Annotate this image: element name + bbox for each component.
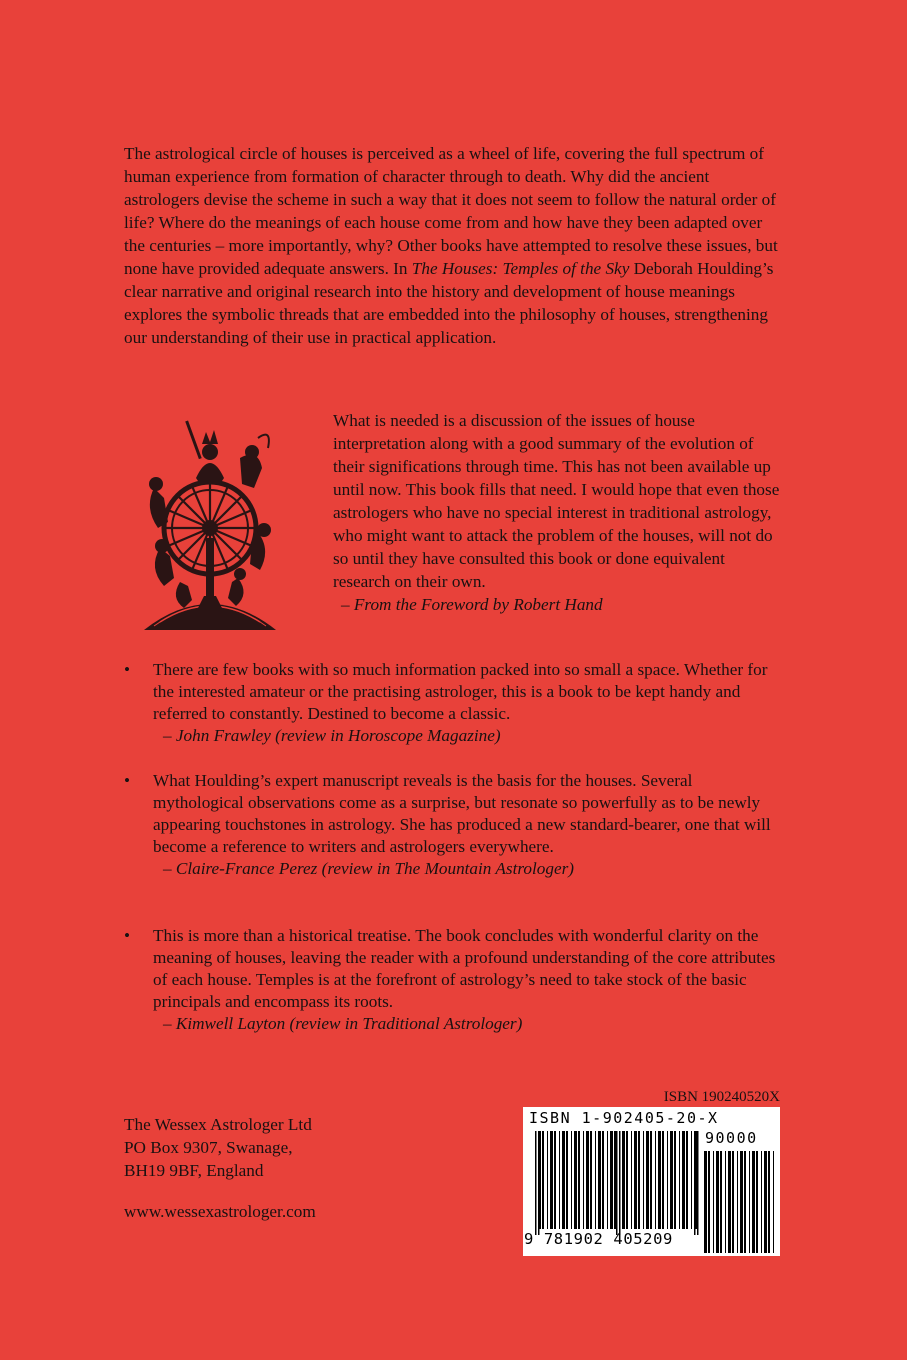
barcode-bar — [662, 1131, 664, 1229]
barcode-bar — [749, 1151, 750, 1253]
barcode-bar — [634, 1131, 637, 1229]
description-text-part2: Deborah Houlding’s clear narrative and original research into the history and development of house meanings explores the symbolic threads that are embedded into the philosophy of houses, strengthening our understanding of their use in practical application. — [124, 259, 774, 347]
barcode-bar — [674, 1131, 676, 1229]
review-item — [124, 770, 784, 880]
barcode-bar — [562, 1131, 565, 1229]
barcode-bar — [602, 1131, 604, 1229]
barcode-bar — [638, 1131, 640, 1229]
barcode-bar — [547, 1131, 548, 1229]
barcode-bar — [595, 1131, 596, 1229]
barcode-bar — [554, 1131, 556, 1229]
barcode-bar — [761, 1151, 762, 1253]
review-item — [124, 925, 784, 1035]
barcode-bar — [737, 1151, 738, 1253]
barcode-bar — [626, 1131, 628, 1229]
barcode-isbn-text: ISBN 1-902405-20-X — [529, 1109, 719, 1127]
barcode-bar — [679, 1131, 680, 1229]
barcode-bar — [622, 1131, 625, 1229]
barcode-bar — [686, 1131, 688, 1229]
review-item — [124, 659, 784, 747]
barcode-bar — [744, 1151, 746, 1253]
publisher-name: The Wessex Astrologer Ltd — [124, 1115, 312, 1134]
isbn-label: ISBN 190240520X — [663, 1089, 780, 1105]
barcode-bar — [752, 1151, 755, 1253]
barcode-bar — [708, 1151, 710, 1253]
bullet-icon: • — [124, 926, 131, 945]
barcode-bar — [720, 1151, 722, 1253]
wheel-of-fortune-woodcut-icon — [140, 418, 280, 630]
barcode-bar — [598, 1131, 601, 1229]
barcode-bar — [728, 1151, 731, 1253]
barcode-bar — [682, 1131, 685, 1229]
barcode-bar — [590, 1131, 592, 1229]
book-title-italic: The Houses: Temples of the Sky — [411, 259, 630, 278]
barcode-bar — [756, 1151, 758, 1253]
barcode-guard-bar — [535, 1131, 537, 1235]
publisher-address-line1: PO Box 9307, Swanage, — [124, 1138, 293, 1157]
barcode-bar — [614, 1131, 616, 1229]
barcode-bar — [583, 1131, 584, 1229]
barcode-guard-bar — [694, 1131, 696, 1235]
barcode-bar — [732, 1151, 734, 1253]
review-attribution: – John Frawley (review in Horoscope Magazine) — [163, 726, 501, 745]
barcode-guard-bar — [619, 1131, 621, 1235]
barcode-bar — [716, 1151, 719, 1253]
review-text: This is more than a historical treatise. The book concludes with wonderful clarity on the meaning of houses, leaving the reader with a profound understanding of the core attributes of each house. Temples is at the forefront of astrology’s need to take stock of the basic principals and encompass its roots. — [153, 926, 776, 1011]
barcode-bar — [773, 1151, 774, 1253]
barcode-bar — [550, 1131, 553, 1229]
barcode-bar — [559, 1131, 560, 1229]
barcode-bar — [704, 1151, 707, 1253]
review-attribution: – Claire-France Perez (review in The Mountain Astrologer) — [163, 859, 574, 878]
barcode-bar — [571, 1131, 572, 1229]
barcode-bar — [586, 1131, 589, 1229]
barcode-bar — [643, 1131, 644, 1229]
barcode-bar — [768, 1151, 770, 1253]
barcode-bar — [670, 1131, 673, 1229]
barcode-bar — [655, 1131, 656, 1229]
review-attribution: – Kimwell Layton (review in Traditional Astrologer) — [163, 1014, 523, 1033]
barcode-ean-digits: 9 781902 405209 — [524, 1230, 673, 1248]
foreword-text: What is needed is a discussion of the issues of house interpretation along with a good summary of the evolution of their significations through time. This has not been available up until now. This book fills that need. I would hope that even those astrologers who have no special interest in traditional astrology, who might want to attack the problem of the houses, will not do so until they have consulted this book or done equivalent research on their own. — [333, 411, 780, 591]
foreword-quote — [333, 409, 783, 616]
barcode-bar — [574, 1131, 577, 1229]
barcode-price-code: 90000 — [705, 1129, 758, 1147]
barcode — [523, 1107, 780, 1256]
barcode-bar — [658, 1131, 661, 1229]
barcode-bar — [646, 1131, 649, 1229]
barcode-bar — [631, 1131, 632, 1229]
publisher-website[interactable]: www.wessexastrologer.com — [124, 1202, 316, 1221]
publisher-address-line2: BH19 9BF, England — [124, 1161, 264, 1180]
description-paragraph — [124, 142, 784, 349]
publisher-address — [124, 1113, 444, 1182]
review-text: There are few books with so much information packed into so small a space. Whether for the interested amateur or the practising astrologer, this is a book to be kept handy and referred to constantly. Destined to become a classic. — [153, 660, 768, 723]
barcode-bar — [610, 1131, 613, 1229]
barcode-bar — [650, 1131, 652, 1229]
foreword-attribution: – From the Foreword by Robert Hand — [341, 595, 603, 614]
barcode-guard-bar — [697, 1131, 699, 1235]
barcode-bar — [764, 1151, 767, 1253]
barcode-bar — [740, 1151, 743, 1253]
barcode-guard-bar — [538, 1131, 540, 1235]
barcode-bar — [725, 1151, 726, 1253]
review-text: What Houlding’s expert manuscript reveals is the basis for the houses. Several mythological observations come as a surprise, but resonate so powerfully as to be newly appearing touchstones in astrology. She has produced a new standard-bearer, one that will become a reference to writers and astrologers everywhere. — [153, 771, 771, 856]
barcode-bar — [607, 1131, 608, 1229]
bullet-icon: • — [124, 660, 131, 679]
barcode-guard-bar — [616, 1131, 618, 1235]
barcode-bar — [713, 1151, 714, 1253]
description-text-part1: The astrological circle of houses is perceived as a wheel of life, covering the full spectrum of human experience from formation of character through to death. Why did the ancient astrologers devise the scheme in such a way that it does not seem to follow the natural order of life? Where do the meanings of each house come from and how have they been adapted over the centuries – more importantly, why? Other books have attempted to resolve these issues, but none have provided adequate answers. In — [124, 144, 778, 278]
bullet-icon: • — [124, 771, 131, 790]
barcode-bar — [566, 1131, 568, 1229]
barcode-bar — [667, 1131, 668, 1229]
barcode-bar — [691, 1131, 692, 1229]
barcode-bar — [542, 1131, 544, 1229]
barcode-bar — [578, 1131, 580, 1229]
